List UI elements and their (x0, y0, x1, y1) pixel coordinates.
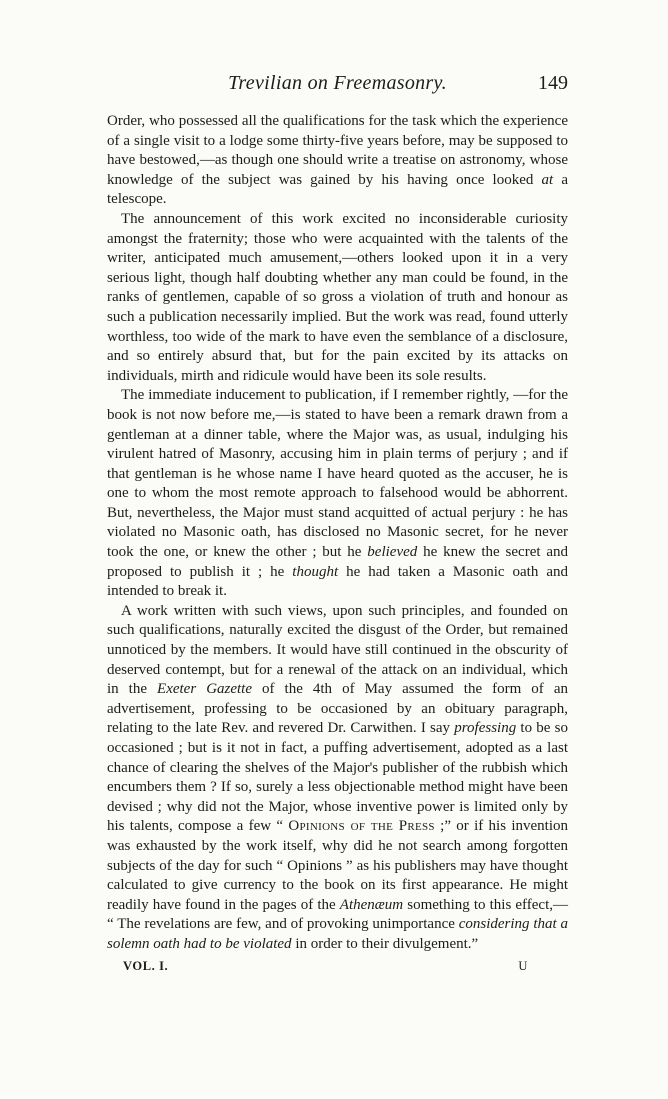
paragraph-1 (107, 112, 568, 210)
text-run: a telescope. (107, 171, 568, 208)
text-run: ;” or if his invention was exhausted by the work itself, why did he not search among forgotten subjects of the day for such “ Opinions ” as his publishers may have thought calculated to give currency to the book on its first appearance. He might readily have found in the pages of the (107, 818, 569, 913)
text-run: professing (454, 720, 517, 737)
text-run: Order, who possessed all the qualifications for the task which the experience of a single visit to a lodge some thirty-five years before, may be supposed to have bestowed,—as though one should write a treatise on astronomy, whose knowledge of the subject was gained by his having once looked (107, 113, 568, 188)
text-run: considering that a solemn oath had to be violated (107, 916, 568, 952)
page-footer (107, 959, 568, 979)
paragraph-2 (107, 210, 568, 386)
text-run: something to this effect,— “ The revelations are few, and of provoking unimportance (107, 896, 569, 933)
text-run: Opinions of the Press (288, 818, 435, 835)
text-run: Exeter Gazette (157, 681, 253, 698)
text-run: of the 4th of May assumed the form of an advertisement, professing to be occasioned by an obituary paragraph, relating to the late Rev. and revered Dr. Carwithen. I say (107, 681, 568, 737)
text-run: Athenæum (339, 896, 404, 913)
paragraph-3 (107, 386, 568, 602)
paragraph-4 (107, 602, 568, 955)
running-title: Trevilian on Freemasonry. (228, 72, 447, 94)
text-run: thought (292, 563, 339, 580)
text-run: he knew the secret and proposed to publish it ; he (107, 544, 568, 580)
text-run: in order to their divulgement.” (291, 935, 479, 952)
text-run: to be so occasioned ; but is it not in fact, a puffing advertisement, adopted as a last chance of clearing the shelves of the Major's publisher of the rubbish which encumbers them ? If so, surely a less objectionable method might have been devised ; why did not the Major, whose inventive power is limited only by his talents, compose a few “ (107, 720, 568, 835)
volume-mark: VOL. I. (123, 958, 169, 973)
body-text (107, 112, 568, 955)
text-run: believed (367, 544, 418, 561)
text-run: The immediate inducement to publication, if I remember rightly, —for the book is not now before me,—is stated to have been a remark drawn from a gentleman at a dinner table, where the Major was, as usual, indulging his virulent hatred of Masonry, accusing him in plain terms of perjury ; and if that gentleman is he whose name I have heard quoted as the accuser, he is one to whom the most remote approach to falsehood would be abhorrent. But, nevertheless, the Major must stand acquitted of actual perjury : he has violated no Masonic oath, has disclosed no Masonic secret, for he never took the one, or knew the other ; but he (107, 387, 568, 561)
text-run: The announcement of this work excited no inconsiderable curiosity amongst the fraternity; those who were acquainted with the talents of the writer, anticipated much amusement,—others looked upon it in a very serious light, though half doubting whether any man could be found, in the ranks of gentlemen, capable of so gross a violation of truth and honour as such a publication necessarily implied. But the work was read, found utterly worthless, too wide of the mark to have even the semblance of a disclosure, and so entirely absurd that, but for the pain excited by its attacks on individuals, mirth and ridicule would have been its sole results. (107, 210, 568, 384)
signature-mark: U (518, 958, 528, 973)
page-number: 149 (538, 72, 568, 94)
page (0, 72, 668, 1099)
text-run: A work written with such views, upon such principles, and founded on such qualifications, naturally excited the disgust of the Order, but remained unnoticed by the members. It would have still continued in the obscurity of deserved contempt, but for a renewal of the attack on an individual, which in the (107, 602, 568, 698)
text-run: at (541, 171, 554, 188)
running-header (107, 72, 568, 104)
text-run: he had taken a Masonic oath and intended to break it. (107, 563, 568, 600)
